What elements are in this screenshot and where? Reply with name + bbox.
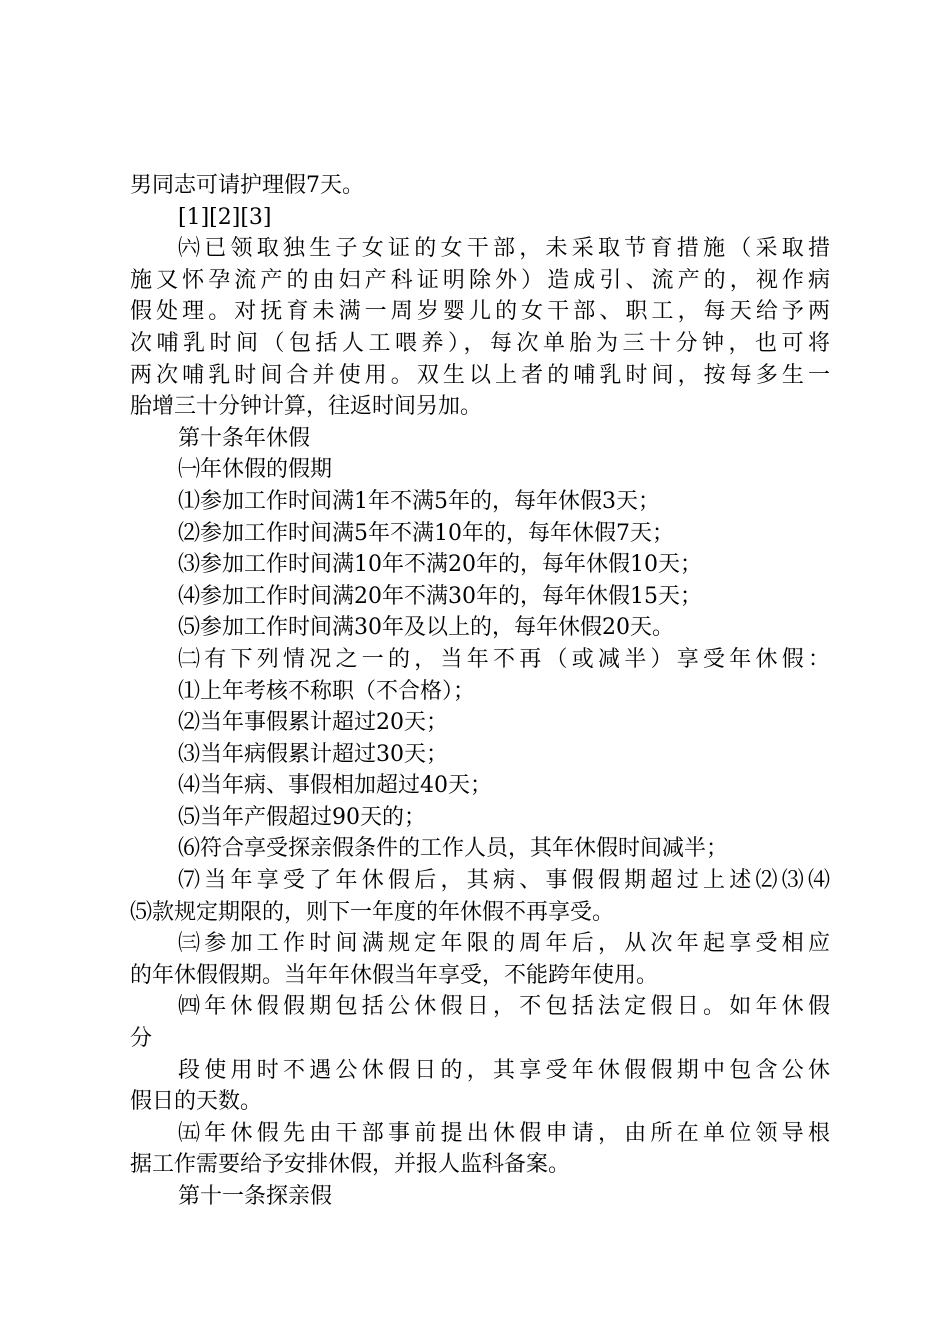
- text-line: ㈢参加工作时间满规定年限的周年后，从次年起享受相应: [178, 931, 830, 957]
- text-line: 据工作需要给予安排休假，并报人监科备案。: [130, 1152, 571, 1178]
- text-line: ⑸款规定期限的，则下一年度的年休假不再享受。: [130, 899, 615, 925]
- document-body: [130, 170, 830, 1213]
- text-line: ㈣年休假假期包括公休假日，不包括法定假日。如年休假: [178, 994, 830, 1020]
- list-item: ⑸当年产假超过90天的；: [178, 804, 426, 830]
- text-line: 假处理。对抚育未满一周岁婴儿的女干部、职工，每天给予两: [130, 299, 830, 325]
- text-line: 两次哺乳时间合并使用。双生以上者的哺乳时间，按每多生一: [130, 362, 830, 388]
- list-item: ⑺当年享受了年休假后，其病、事假假期超过上述⑵⑶⑷: [178, 868, 830, 894]
- list-item: ⑸参加工作时间满30年及以上的，每年休假20天。: [178, 615, 674, 641]
- text-line: 的年休假假期。当年年休假当年享受，不能跨年使用。: [130, 962, 659, 988]
- section-heading: 第十条年休假: [178, 425, 311, 451]
- text-line: 假日的天数。: [130, 1089, 263, 1115]
- list-item: ⑹符合享受探亲假条件的工作人员，其年休假时间减半；: [178, 836, 729, 862]
- text-line: ㈥已领取独生子女证的女干部，未采取节育措施（采取措: [178, 236, 830, 262]
- list-item: ⑵当年事假累计超过20天；: [178, 710, 448, 736]
- text-line: 施又怀孕流产的由妇产科证明除外）造成引、流产的，视作病: [130, 267, 830, 293]
- list-item: ⑴上年考核不称职（不合格）；: [178, 678, 476, 704]
- list-item: ⑷当年病、事假相加超过40天；: [178, 773, 492, 799]
- text-line: 分: [130, 1026, 153, 1052]
- text-line: 次哺乳时间（包括人工喂养），每次单胎为三十分钟，也可将: [130, 330, 830, 356]
- text-line: 段使用时不遇公休假日的，其享受年休假假期中包含公休: [178, 1057, 830, 1083]
- list-item: ⑶当年病假累计超过30天；: [178, 741, 448, 767]
- text-line: [1][2][3]: [178, 204, 272, 230]
- text-line: ㈠年休假的假期: [178, 457, 333, 483]
- list-item: ⑶参加工作时间满10年不满20年的，每年休假10天；: [178, 552, 702, 578]
- text-line: ㈤年休假先由干部事前提出休假申请，由所在单位领导根: [178, 1120, 830, 1146]
- list-item: ⑵参加工作时间满5年不满10年的，每年休假7天；: [178, 520, 674, 546]
- text-line: ㈡有下列情况之一的，当年不再（或减半）享受年休假：: [178, 646, 830, 672]
- section-heading: 第十一条探亲假: [178, 1184, 333, 1209]
- text-line: 胎增三十分钟计算，往返时间另加。: [130, 394, 483, 420]
- text-line: 男同志可请护理假7天。: [130, 173, 364, 198]
- list-item: ⑷参加工作时间满20年不满30年的，每年休假15天；: [178, 583, 702, 609]
- list-item: ⑴参加工作时间满1年不满5年的，每年休假3天；: [178, 488, 660, 514]
